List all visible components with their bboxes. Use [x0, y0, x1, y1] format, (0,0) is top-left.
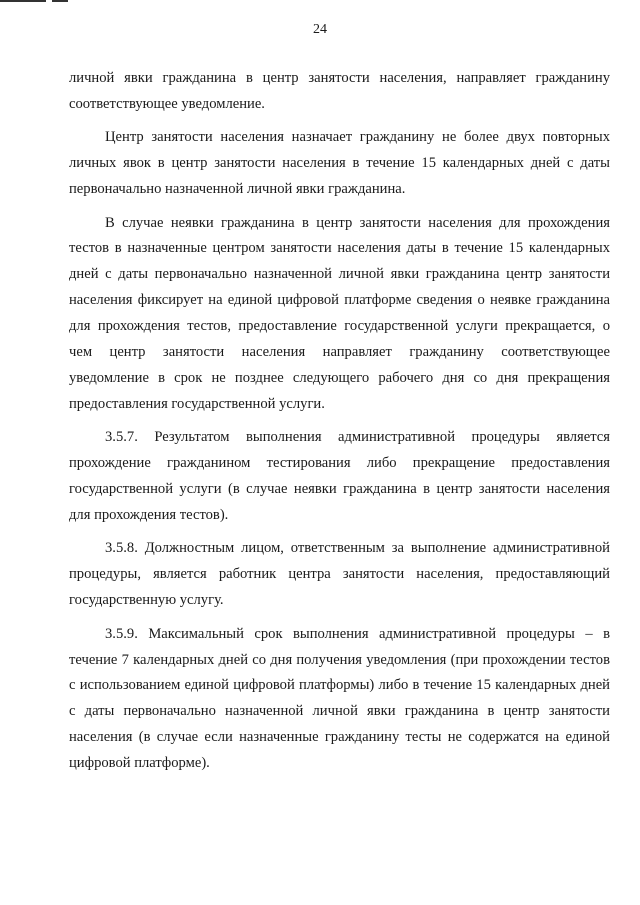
paragraph-continuation: личной явки гражданина в центр занятости населения, направляет гражданину соответствующее уведомление.: [69, 70, 610, 112]
scan-corner-mark: [0, 0, 46, 2]
page-number: 24: [313, 22, 327, 37]
scan-corner-mark: [52, 0, 68, 2]
paragraph-repeat-visits: Центр занятости населения назначает гражданину не более двух повторных личных явок в центр занятости населения в течение 15 календарных дней с даты первоначально назначенной личной явки гражданина.: [69, 129, 610, 198]
paragraph-3-5-9: 3.5.9. Максимальный срок выполнения административной процедуры – в течение 7 календарных дней со дня получения уведомления (при прохождении тестов с использованием единой цифровой платформы) либо в течение 15 календарных дней с даты первоначально назначенной личной явки гражданина в центр занятости населения (в случае если назначенные гражданину тесты не содержатся на единой цифровой платформе).: [69, 625, 610, 772]
paragraph-3-5-8: 3.5.8. Должностным лицом, ответственным за выполнение административной процедуры, является работник центра занятости населения, предоставляющий государственную услугу.: [69, 540, 610, 609]
paragraph-3-5-7: 3.5.7. Результатом выполнения административной процедуры является прохождение гражданином тестирования либо прекращение предоставления государственной услуги (в случае неявки гражданина в центр занятости населения для прохождения тестов).: [69, 429, 610, 523]
document-body: [69, 66, 610, 785]
paragraph-no-show: В случае неявки гражданина в центр занятости населения для прохождения тестов в назначенные центром занятости населения даты в течение 15 календарных дней с даты первоначально назначенной личной явки гражданина центр занятости населения фиксирует на единой цифровой платформе сведения о неявке гражданина для прохождения тестов, предоставление государственной услуги прекращается, о чем центр занятости населения направляет гражданину соответствующее уведомление в срок не позднее следующего рабочего дня со дня прекращения предоставления государственной услуги.: [69, 214, 610, 412]
